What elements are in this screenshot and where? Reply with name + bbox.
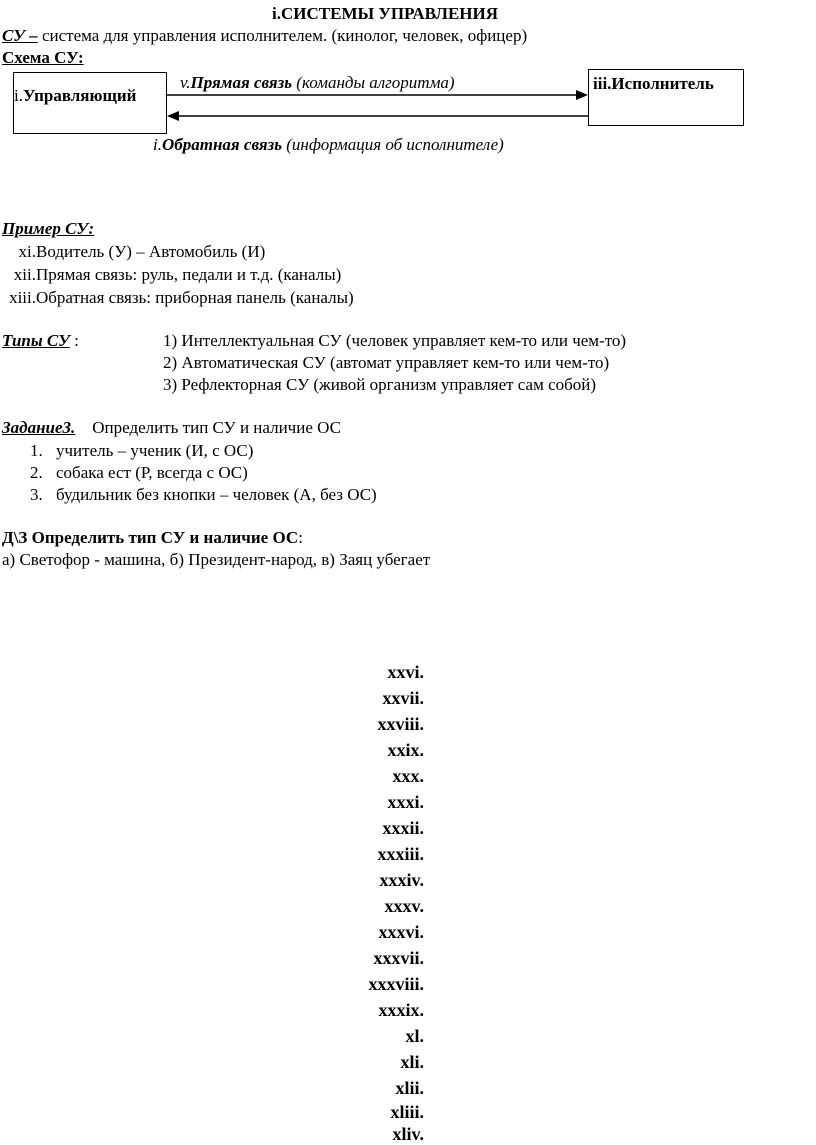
roman-numeral: xxx. (392, 766, 424, 786)
scheme-label: Схема СУ: (2, 48, 84, 67)
executor-label: iii.Исполнитель (593, 74, 714, 93)
feedback-arrowhead (167, 111, 179, 121)
example-item: xiii.Обратная связь: приборная панель (каналы) (9, 288, 354, 307)
types-item: 3) Рефлекторная СУ (живой организм управляет сам собой) (163, 375, 597, 394)
roman-numeral: xxix. (387, 740, 424, 760)
example-heading: Пример СУ: (2, 219, 95, 238)
controller-label: i.Управляющий (14, 86, 137, 105)
roman-numeral: xxvi. (387, 662, 424, 682)
roman-numeral: xxxvii. (373, 948, 424, 968)
roman-numeral: xxxvi. (378, 922, 424, 942)
feedback-link-label: i.Обратная связь (информация об исполнителе) (153, 135, 504, 154)
task-item: 3. будильник без кнопки – человек (А, без ОС) (30, 485, 377, 504)
roman-numeral: xxviii. (377, 714, 424, 734)
roman-numeral: xli. (400, 1052, 424, 1072)
definition-term: СУ – (2, 26, 38, 45)
types-heading: Типы СУ : (2, 331, 79, 350)
definition-text: система для управления исполнителем. (кинолог, человек, офицер) (37, 26, 528, 45)
example-item: xii.Прямая связь: руль, педали и т.д. (каналы) (13, 265, 342, 284)
roman-numeral: xxxiv. (379, 870, 424, 890)
roman-numeral: xlii. (395, 1078, 424, 1098)
forward-arrowhead (576, 90, 588, 100)
roman-numeral: xxxii. (382, 818, 424, 838)
title-number: i. (272, 4, 281, 23)
roman-numeral: xl. (405, 1026, 424, 1046)
roman-numeral: xxxviii. (368, 974, 424, 994)
task-item: 1. учитель – ученик (И, с ОС) (30, 441, 254, 460)
homework-heading: Д\З Определить тип СУ и наличие ОС: (2, 528, 303, 547)
roman-numeral: xxvii. (382, 688, 424, 708)
forward-link-label: v.Прямая связь (команды алгоритма) (180, 73, 455, 92)
title-text: СИСТЕМЫ УПРАВЛЕНИЯ (280, 4, 499, 23)
task-heading: Задание3. Определить тип СУ и наличие ОС (2, 418, 341, 437)
task-item: 2. собака ест (Р, всегда с ОС) (30, 463, 248, 482)
roman-numeral: xxxv. (384, 896, 424, 916)
roman-numeral: xxxiii. (377, 844, 424, 864)
types-item: 1) Интеллектуальная СУ (человек управляет кем-то или чем-то) (163, 331, 627, 350)
homework-text: а) Светофор - машина, б) Президент-народ, в) Заяц убегает (2, 550, 431, 569)
types-item: 2) Автоматическая СУ (автомат управляет кем-то или чем-то) (163, 353, 610, 372)
roman-numeral: xxxix. (378, 1000, 424, 1020)
example-item: xi.Водитель (У) – Автомобиль (И) (18, 242, 266, 261)
roman-numeral: xliv. (392, 1124, 424, 1144)
roman-numeral: xliii. (390, 1102, 424, 1122)
roman-numeral: xxxi. (387, 792, 424, 812)
